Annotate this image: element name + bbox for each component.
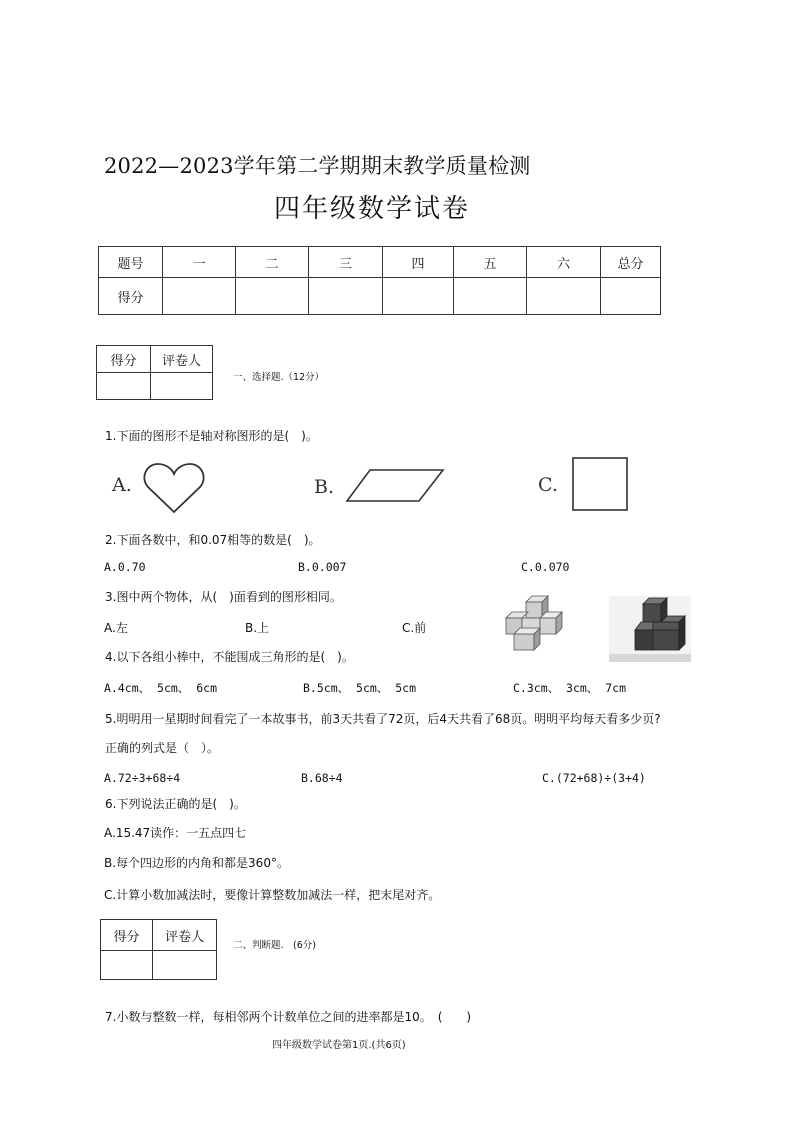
score-header-cell: 四 <box>383 247 454 278</box>
heart-shape-icon <box>142 462 206 516</box>
score-header-cell: 六 <box>527 247 601 278</box>
score-table-score-row <box>99 278 661 315</box>
grader-score-cell[interactable] <box>101 951 153 980</box>
score-header-cell: 五 <box>454 247 527 278</box>
score-cell[interactable] <box>601 278 661 315</box>
q2-option-b[interactable]: B.0.007 <box>298 560 347 574</box>
section1-title: 一、选择题.（12分） <box>233 372 325 383</box>
q2-option-a[interactable]: A.0.70 <box>104 560 146 574</box>
question-6: 6.下列说法正确的是( )。 <box>105 797 246 811</box>
q3-option-c[interactable]: C.前 <box>402 621 427 635</box>
grader-score-label: 得分 <box>97 346 151 373</box>
q1-option-b-label: B. <box>314 476 335 498</box>
score-table <box>98 246 661 315</box>
light-cube-stack-icon <box>500 594 570 654</box>
exam-subtitle: 四年级数学试卷 <box>274 194 471 224</box>
question-2: 2.下面各数中，和0.07相等的数是( )。 <box>105 533 321 547</box>
grader-box <box>100 919 217 980</box>
score-cell[interactable] <box>383 278 454 315</box>
parallelogram-shape-icon <box>344 468 446 504</box>
section2-title: 二、判断题. (6分) <box>233 940 316 951</box>
grader-name-cell[interactable] <box>153 951 217 980</box>
grader-score-cell[interactable] <box>97 373 151 400</box>
score-cell[interactable] <box>163 278 236 315</box>
grader-box <box>96 345 213 400</box>
grader-name-label: 评卷人 <box>151 346 213 373</box>
question-5: 5.明明用一星期时间看完了一本故事书，前3天共看了72页，后4天共看了68页。明明平均每天看多少页? <box>105 712 661 726</box>
q4-option-b[interactable]: B.5cm、 5cm、 5cm <box>303 681 417 695</box>
q3-option-a[interactable]: A.左 <box>104 621 128 635</box>
q4-option-a[interactable]: A.4cm、 5cm、 6cm <box>104 681 218 695</box>
score-cell[interactable] <box>309 278 383 315</box>
question-5-prompt: 正确的列式是（ ）。 <box>105 741 220 755</box>
grader-name-label: 评卷人 <box>153 920 217 951</box>
question-7: 7.小数与整数一样，每相邻两个计数单位之间的进率都是10。 ( ) <box>105 1010 472 1024</box>
question-4: 4.以下各组小棒中，不能围成三角形的是( )。 <box>105 650 354 664</box>
question-3: 3.图中两个物体，从( )面看到的图形相同。 <box>105 590 342 604</box>
q6-option-c[interactable]: C.计算小数加减法时，要像计算整数加减法一样，把末尾对齐。 <box>104 888 441 902</box>
question-1: 1.下面的图形不是轴对称图形的是( )。 <box>105 429 318 443</box>
exam-title: 2022—2023学年第二学期期末教学质量检测 <box>104 154 531 178</box>
q1-option-c-label: C. <box>538 474 558 496</box>
q6-option-a[interactable]: A.15.47读作：一五点四七 <box>104 826 247 840</box>
score-cell[interactable] <box>236 278 309 315</box>
square-shape-icon <box>571 456 629 512</box>
grader-name-cell[interactable] <box>151 373 213 400</box>
q5-option-c[interactable]: C.(72+68)÷(3+4) <box>542 771 646 785</box>
q5-option-b[interactable]: B.68÷4 <box>301 771 343 785</box>
q6-option-b[interactable]: B.每个四边形的内角和都是360°。 <box>104 856 289 870</box>
score-header-cell: 三 <box>309 247 383 278</box>
score-cell[interactable] <box>527 278 601 315</box>
score-header-cell: 二 <box>236 247 309 278</box>
score-cell[interactable] <box>454 278 527 315</box>
score-header-cell: 一 <box>163 247 236 278</box>
score-header-cell: 题号 <box>99 247 163 278</box>
score-header-cell: 总分 <box>601 247 661 278</box>
score-table-header-row <box>99 247 661 278</box>
q1-option-a-label: A. <box>112 474 132 496</box>
q3-option-b[interactable]: B.上 <box>245 621 270 635</box>
q2-option-c[interactable]: C.0.070 <box>521 560 570 574</box>
q5-option-a[interactable]: A.72÷3+68÷4 <box>104 771 181 785</box>
score-row-label: 得分 <box>99 278 163 315</box>
grader-score-label: 得分 <box>101 920 153 951</box>
q4-option-c[interactable]: C.3cm、 3cm、 7cm <box>513 681 627 695</box>
dark-cube-stack-icon <box>609 596 691 662</box>
page-footer: 四年级数学试卷第1页.(共6页) <box>272 1040 406 1051</box>
